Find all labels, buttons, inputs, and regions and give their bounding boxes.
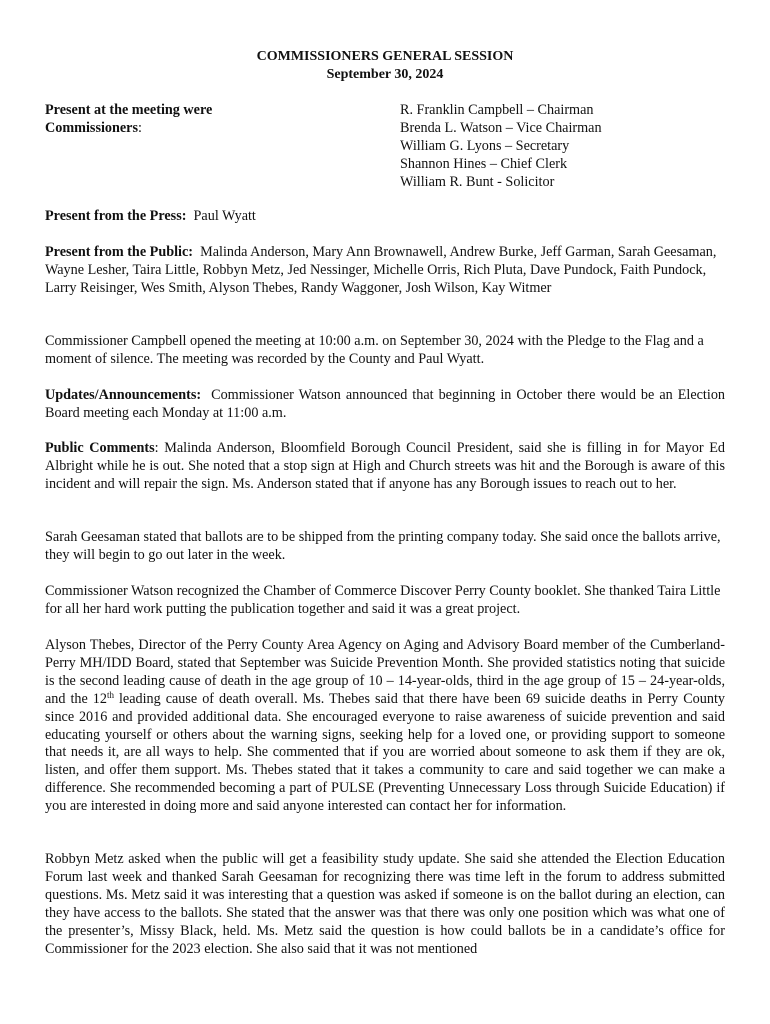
- thebes-text-a: Alyson Thebes, Director of the Perry County Area Agency on Aging and Advisory Board member of the Cumberland-Perry MH/IDD Board, stated that September was Suicide Prevention Month. She provided statistics noting that suicide is the second leading cause of death in the age group of 10 – 14-year-olds, third in the age group of 15 – 24-year-olds, and the 12: [45, 637, 725, 707]
- geesaman-paragraph: Sarah Geesaman stated that ballots are to be shipped from the printing company today. She said once the ballots arrive, they will begin to go out later in the week.: [45, 529, 721, 563]
- updates-paragraph: [45, 387, 725, 423]
- officer-vice-chairman: Brenda L. Watson – Vice Chairman: [400, 120, 602, 136]
- officer-secretary: William G. Lyons – Secretary: [400, 138, 570, 154]
- thebes-paragraph: [45, 637, 725, 816]
- officer-chairman: R. Franklin Campbell – Chairman: [400, 102, 594, 118]
- metz-paragraph: Robbyn Metz asked when the public will get a feasibility study update. She said she attended the Election Education Forum last week and thanked Sarah Geesaman for recognizing there was time left in the forum to address submitted questions. Ms. Metz said it was interesting that a question was asked if someone is on the ballot during an election, can they have access to the ballots. She stated that the answer was that there was only one position which was what one of the presenter’s, Missy Black, held. Ms. Metz said the question is how could ballots be in a candidate’s office for Commissioner for the 2023 election. She also said that it was not mentioned: [45, 851, 725, 957]
- opening-paragraph: Commissioner Campbell opened the meeting at 10:00 a.m. on September 30, 2024 with the Pledge to the Flag and a moment of silence. The meeting was recorded by the County and Paul Wyatt.: [45, 333, 704, 367]
- thebes-superscript: th: [106, 689, 114, 700]
- press-label: Present from the Press:: [45, 208, 187, 224]
- watson-paragraph: Commissioner Watson recognized the Chamber of Commerce Discover Perry County booklet. She thanked Taira Little for all her hard work putting the publication together and said it was a great project.: [45, 583, 721, 617]
- updates-label: Updates/Announcements:: [45, 387, 202, 403]
- public-comments-text: : Malinda Anderson, Bloomfield Borough Council President, said she is filling in for Mayor Ed Albright while he is out. She noted that a stop sign at High and Church streets was hit and the Borough is aware of this incident and will repair the sign. Ms. Anderson stated that if anyone has any Borough issues to reach out to her.: [45, 440, 725, 492]
- public-comments-paragraph: [45, 440, 725, 494]
- officer-chief-clerk: Shannon Hines – Chief Clerk: [400, 156, 568, 172]
- present-label-line1: Present at the meeting were: [45, 102, 213, 118]
- public-names: Malinda Anderson, Mary Ann Brownawell, Andrew Burke, Jeff Garman, Sarah Geesaman, Wayne Lesher, Taira Little, Robbyn Metz, Jed Nessinger, Michelle Orris, Rich Pluta, Dave Pundock, Faith Pundock, Larry Reisinger, Wes Smith, Alyson Thebes, Randy Waggoner, Josh Wilson, Kay Witmer: [45, 244, 717, 296]
- thebes-text-b: leading cause of death overall. Ms. Thebes said that there have been 69 suicide deaths in Perry County since 2016 and provided additional data. She encouraged everyone to raise awareness of suicide prevention and said educating yourself or others about the warning signs, seeking help for a loved one, or providing support to someone that needs it, are all ways to help. She commented that if you are worried about someone to ask them if they are ok, listen, and offer them support. Ms. Thebes stated that it takes a community to care and said together we can make a difference. She recommended becoming a part of PULSE (Preventing Unnecessary Loss through Suicide Education) if you are interested in doing more and said anyone interested can contact her for information.: [45, 690, 725, 815]
- present-label-colon: :: [138, 120, 142, 136]
- public-present: [45, 244, 725, 298]
- press-names: Paul Wyatt: [193, 208, 256, 224]
- public-comments-label: Public Comments: [45, 440, 155, 456]
- commissioners-present-label: [45, 101, 345, 137]
- document-title: COMMISSIONERS GENERAL SESSION: [256, 49, 514, 64]
- present-label-line2: [45, 119, 345, 137]
- public-label: Present from the Public:: [45, 244, 194, 260]
- document-date: September 30, 2024: [326, 67, 444, 82]
- present-label-commissioners: Commissioners: [45, 120, 139, 136]
- officer-solicitor: William R. Bunt - Solicitor: [400, 174, 555, 190]
- officers-list: [400, 101, 730, 191]
- updates-text: Commissioner Watson announced that beginning in October there would be an Election Board meeting each Monday at 11:00 a.m.: [45, 387, 726, 421]
- press-present: [45, 208, 725, 226]
